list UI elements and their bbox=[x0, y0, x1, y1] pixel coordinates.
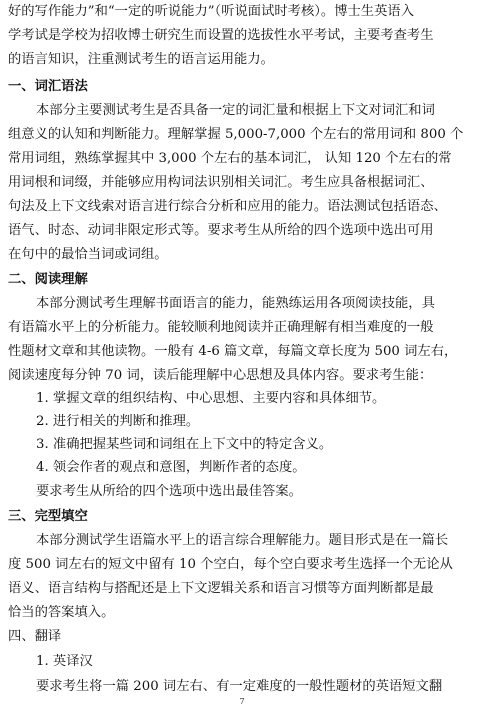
section-heading-translation: 四、翻译 bbox=[8, 629, 62, 644]
body-text-line: 恰当的答案填入。 bbox=[8, 605, 115, 620]
list-item: 3. 准确把握某些词和词组在上下文中的特定含义。 bbox=[36, 437, 333, 452]
body-text-line: 语义、语言结构与搭配还是上下文逻辑关系和语言习惯等方面判断都是最 bbox=[8, 581, 434, 596]
body-text-line: 度 500 词左右的短文中留有 10 个空白，每个空白要求考生选择一个无论从 bbox=[8, 557, 453, 572]
page-number: 7 bbox=[239, 697, 245, 706]
list-item: 4. 领会作者的观点和意图，判断作者的态度。 bbox=[36, 460, 306, 475]
body-text-line: 常用词组，熟练掌握其中 3,000 个左右的基本词汇， 认知 120 个左右的常 bbox=[8, 151, 452, 166]
body-text-line: 本部分测试考生理解书面语言的能力，能熟练运用各项阅读技能，具 bbox=[36, 296, 435, 311]
section-heading-reading-comprehension: 二、阅读理解 bbox=[8, 272, 88, 287]
body-text-line: 本部分主要测试考生是否具备一定的词汇量和根据上下文对词汇和词 bbox=[36, 103, 435, 118]
body-text-line: 要求考生从所给的四个选项中选出最佳答案。 bbox=[36, 484, 302, 499]
body-text-line: 语气、时态、动词非限定形式等。要求考生从所给的四个选项中选出可用 bbox=[8, 223, 434, 238]
body-text-line: 性题材文章和其他读物。一般有 4-6 篇文章，每篇文章长度为 500 词左右， bbox=[8, 344, 458, 359]
body-text-line: 组意义的认知和判断能力。理解掌握 5,000-7,000 个左右的常用词和 800 个 bbox=[8, 127, 464, 142]
body-text-line: 本部分测试学生语篇水平上的语言综合理解能力。题目形式是在一篇长 bbox=[36, 533, 449, 548]
body-text-line: 要求考生将一篇 200 词左右、有一定难度的一般性题材的英语短文翻 bbox=[36, 679, 443, 694]
body-text-line: 有语篇水平上的分析能力。能较顺利地阅读并正确理解有相当难度的一般 bbox=[8, 320, 434, 335]
body-text-line: 好的写作能力”和“一定的听说能力”（听说面试时考核）。博士生英语入 bbox=[8, 4, 414, 19]
body-text-line: 句法及上下文线索对语言进行综合分析和应用的能力。语法测试包括语态、 bbox=[8, 199, 447, 214]
body-text-line: 学考试是学校为招收博士研究生而设置的选拔性水平考试，主要考查考生 bbox=[8, 28, 434, 43]
body-text-line: 用词根和词缀，并能够应用构词法识别相关词汇。考生应具备根据词汇、 bbox=[8, 175, 434, 190]
body-text-line: 的语言知识，注重测试考生的语言运用能力。 bbox=[8, 52, 274, 67]
subsection-heading-english-to-chinese: 1. 英译汉 bbox=[36, 654, 93, 669]
body-text-line: 阅读速度每分钟 70 词，读后能理解中心思想及具体内容。要求考生能： bbox=[8, 368, 433, 383]
list-item: 2. 进行相关的判断和推理。 bbox=[36, 414, 200, 429]
list-item: 1. 掌握文章的组织结构、中心思想、主要内容和具体细节。 bbox=[36, 391, 386, 406]
section-heading-cloze: 三、完型填空 bbox=[8, 509, 88, 524]
body-text-line: 在句中的最恰当词或词组。 bbox=[8, 247, 168, 262]
section-heading-vocabulary-grammar: 一、词汇语法 bbox=[8, 79, 88, 94]
